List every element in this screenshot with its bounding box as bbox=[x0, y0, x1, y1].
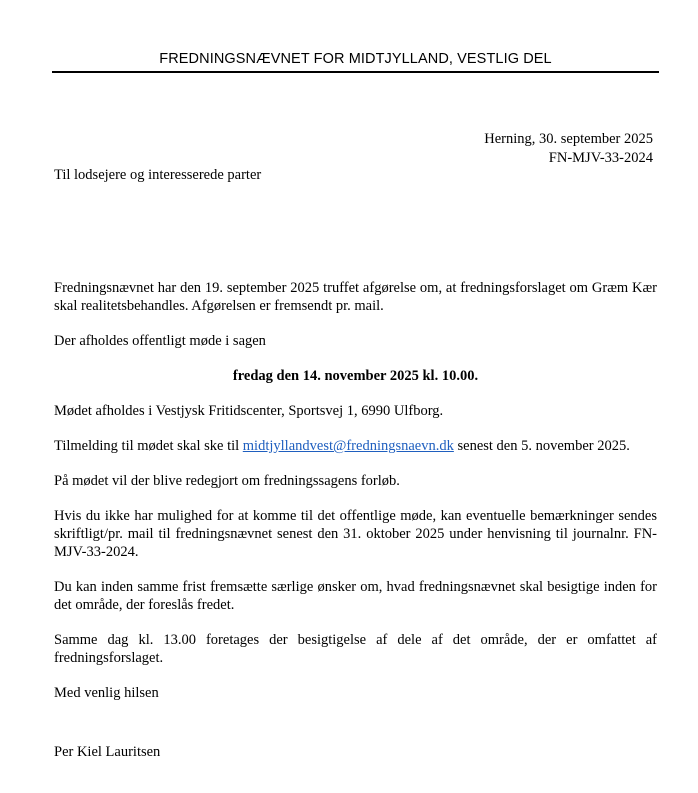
document-meta bbox=[484, 130, 653, 168]
paragraph-remarks: Hvis du ikke har mulighed for at komme til det offentlige møde, kan eventuelle bemærkninger sendes skriftligt/pr. mail til fredningsnævnet senest den 31. oktober 2025 under henvisning til journalnr. FN-MJV-33-2024. bbox=[54, 508, 657, 560]
case-number: FN-MJV-33-2024 bbox=[548, 150, 653, 166]
header-divider bbox=[52, 71, 659, 73]
paragraph-wishes: Du kan inden samme frist fremsætte særlige ønsker om, hvad fredningsnævnet skal besigtige inden for det område, der foreslås fredet. bbox=[54, 579, 657, 613]
signature-name: Per Kiel Lauritsen bbox=[54, 744, 161, 760]
recipient-line: Til lodsejere og interesserede parter bbox=[54, 167, 262, 183]
paragraph-decision: Fredningsnævnet har den 19. september 2025 truffet afgørelse om, at fredningsforslaget om Græm Kær skal realitetsbehandles. Afgørelsen er fremsendt pr. mail. bbox=[54, 280, 657, 314]
paragraph-meeting-intro: Der afholdes offentligt møde i sagen bbox=[54, 333, 266, 349]
registration-text-before: Tilmelding til mødet skal ske til bbox=[54, 438, 243, 454]
paragraph-inspection: Samme dag kl. 13.00 foretages der besigtigelse af dele af det område, der er omfattet af fredningsforslaget. bbox=[54, 632, 657, 666]
paragraph-registration bbox=[54, 437, 657, 455]
meeting-date: fredag den 14. november 2025 kl. 10.00. bbox=[232, 368, 479, 384]
registration-text-after: senest den 5. november 2025. bbox=[453, 438, 630, 454]
document-header-title: FREDNINGSNÆVNET FOR MIDTJYLLAND, VESTLIG DEL bbox=[159, 51, 552, 67]
paragraph-procedure: På mødet vil der blive redegjort om fredningssagens forløb. bbox=[54, 473, 400, 489]
email-link[interactable]: midtjyllandvest@fredningsnaevn.dk bbox=[242, 438, 454, 454]
closing-greeting: Med venlig hilsen bbox=[54, 685, 159, 701]
letter-body bbox=[54, 279, 657, 719]
place-date: Herning, 30. september 2025 bbox=[484, 131, 653, 147]
paragraph-location: Mødet afholdes i Vestjysk Fritidscenter, Sportsvej 1, 6990 Ulfborg. bbox=[54, 403, 444, 419]
